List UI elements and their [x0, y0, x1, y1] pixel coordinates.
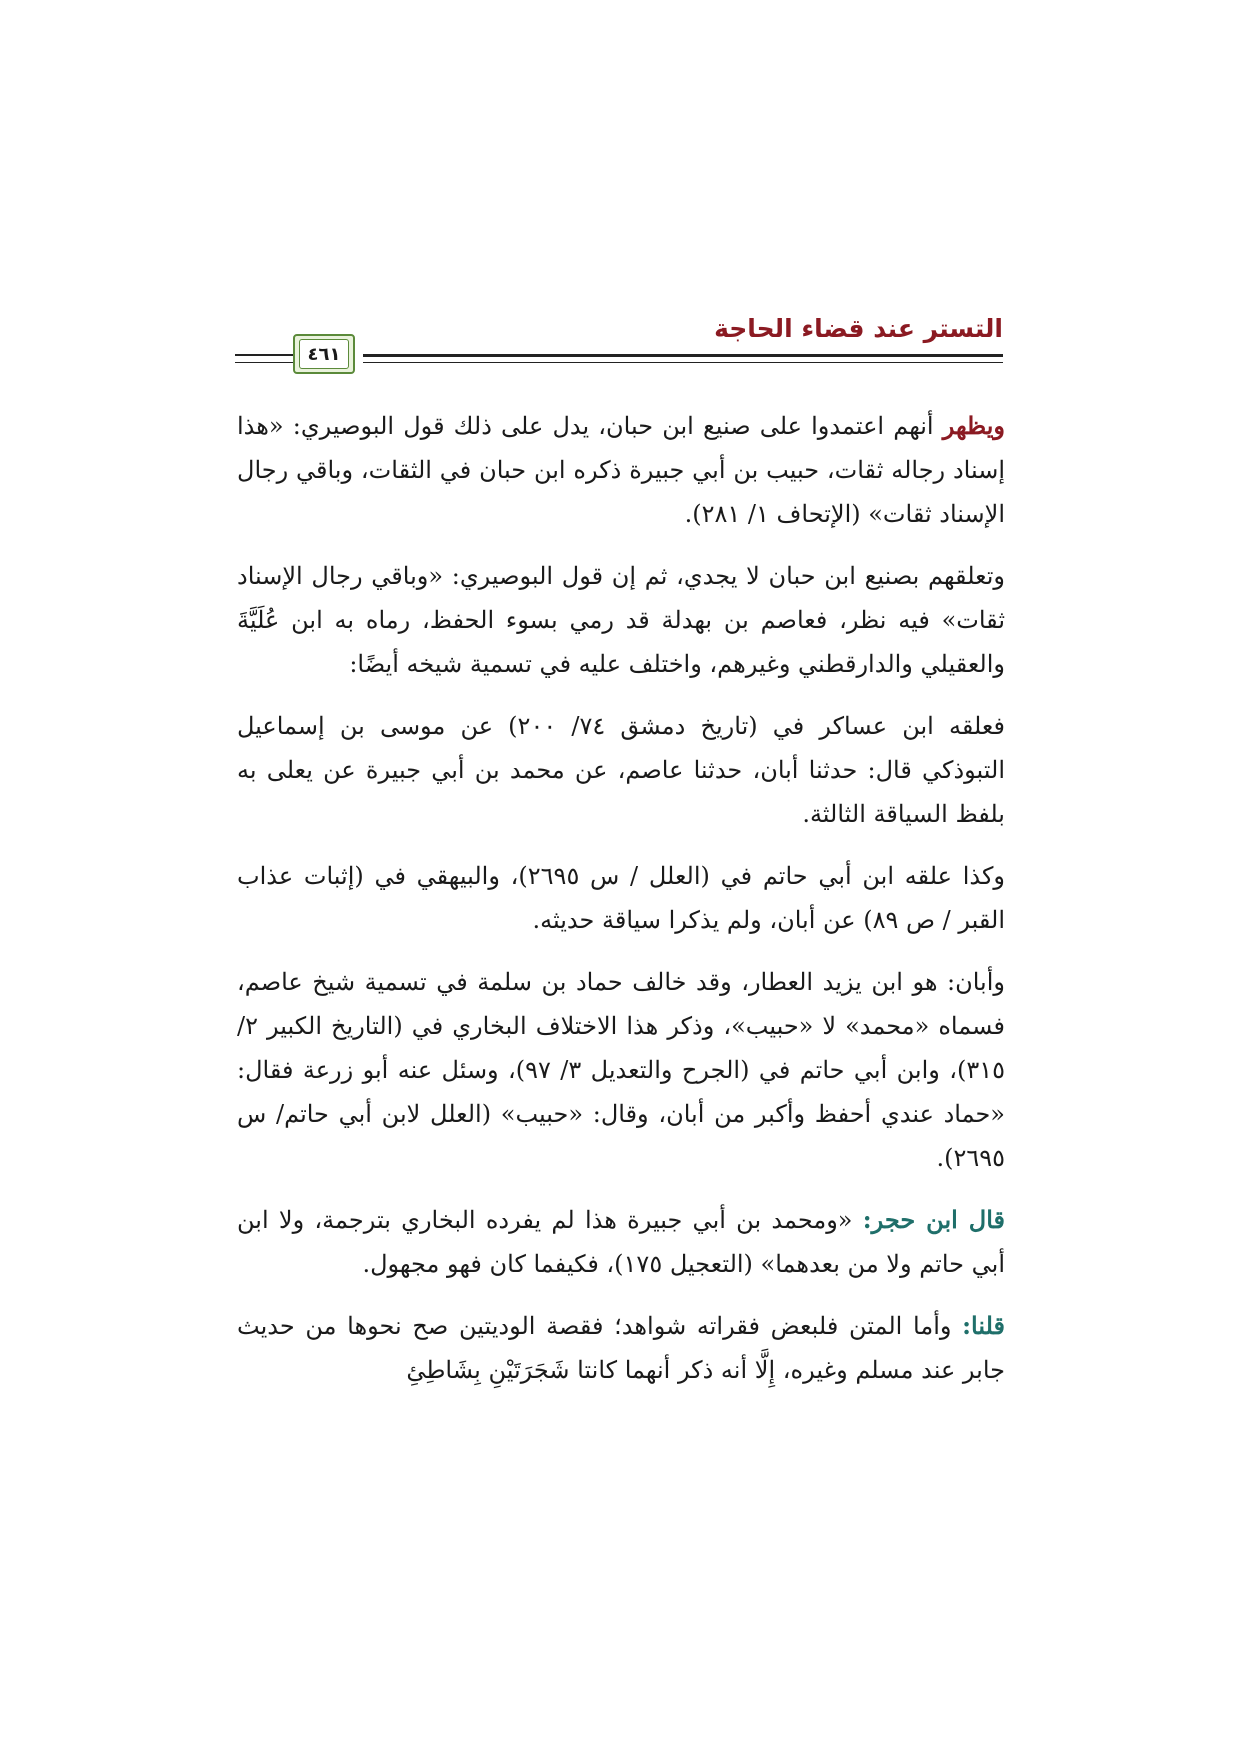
- paragraph: [237, 554, 1005, 686]
- paragraph: [237, 854, 1005, 942]
- header-rule: [363, 354, 1003, 357]
- paragraph-lead: ويظهر: [942, 411, 1005, 440]
- paragraph: [237, 704, 1005, 836]
- paragraph-text: وتعلقهم بصنيع ابن حبان لا يجدي، ثم إن قول البوصيري: «وباقي رجال الإسناد ثقات» فيه نظر، فعاصم بن بهدلة قد رمي بسوء الحفظ، رماه به ابن عُلَيَّةَ والعقيلي والدارقطني وغيرهم، واختلف عليه في تسمية شيخه أيضًا:: [237, 562, 1005, 678]
- page-number: ٤٦١: [299, 339, 349, 369]
- header-rule-left-thin: [235, 362, 295, 363]
- paragraph-text: «ومحمد بن أبي جبيرة هذا لم يفرده البخاري بترجمة، ولا ابن أبي حاتم ولا من بعدهما» (التعجيل ١٧٥)، فكيفما كان فهو مجهول.: [237, 1206, 1005, 1278]
- paragraph: [237, 1198, 1005, 1286]
- paragraph-text: وأما المتن فلبعض فقراته شواهد؛ فقصة الوديتين صح نحوها من حديث جابر عند مسلم وغيره، إِلَّا أنه ذكر أنهما كانتا شَجَرَتَيْنِ بِشَاطِئِ: [237, 1312, 1005, 1384]
- paragraph: [237, 960, 1005, 1180]
- paragraph: [237, 404, 1005, 536]
- header-rule-left: [235, 354, 295, 356]
- paragraph-text: وكذا علقه ابن أبي حاتم في (العلل / س ٢٦٩٥)، والبيهقي في (إثبات عذاب القبر / ص ٨٩) عن أبان، ولم يذكرا سياقة حديثه.: [237, 862, 1006, 934]
- paragraph-text: أنهم اعتمدوا على صنيع ابن حبان، يدل على ذلك قول البوصيري: «هذا إسناد رجاله ثقات، حبيب بن أبي جبيرة ذكره ابن حبان في الثقات، وباقي رجال الإسناد ثقات» (الإتحاف ١/ ٢٨١).: [237, 412, 1005, 528]
- paragraph-text: وأبان: هو ابن يزيد العطار، وقد خالف حماد بن سلمة في تسمية شيخ عاصم، فسماه «محمد» لا «حبيب»، وذكر هذا الاختلاف البخاري في (التاريخ الكبير ٢/ ٣١٥)، وابن أبي حاتم في (الجرح والتعديل ٣/ ٩٧)، وسئل عنه أبو زرعة فقال: «حماد عندي أحفظ وأكبر من أبان، وقال: «حبيب» (العلل لابن أبي حاتم/ س ٢٦٩٥).: [237, 968, 1006, 1172]
- paragraph: [237, 1304, 1005, 1392]
- page-body: [237, 404, 1005, 1410]
- paragraph-text: فعلقه ابن عساكر في (تاريخ دمشق ٧٤/ ٢٠٠) عن موسى بن إسماعيل التبوذكي قال: حدثنا أبان، حدثنا عاصم، عن محمد بن أبي جبيرة عن يعلى به بلفظ السياقة الثالثة.: [237, 712, 1005, 828]
- header-rule-thin: [363, 362, 1003, 363]
- paragraph-lead: قلنا:: [962, 1311, 1005, 1340]
- running-title: التستر عند قضاء الحاجة: [714, 314, 1003, 343]
- page-number-badge: [293, 334, 355, 374]
- page-header: [235, 312, 1003, 382]
- paragraph-lead: قال ابن حجر:: [862, 1205, 1005, 1234]
